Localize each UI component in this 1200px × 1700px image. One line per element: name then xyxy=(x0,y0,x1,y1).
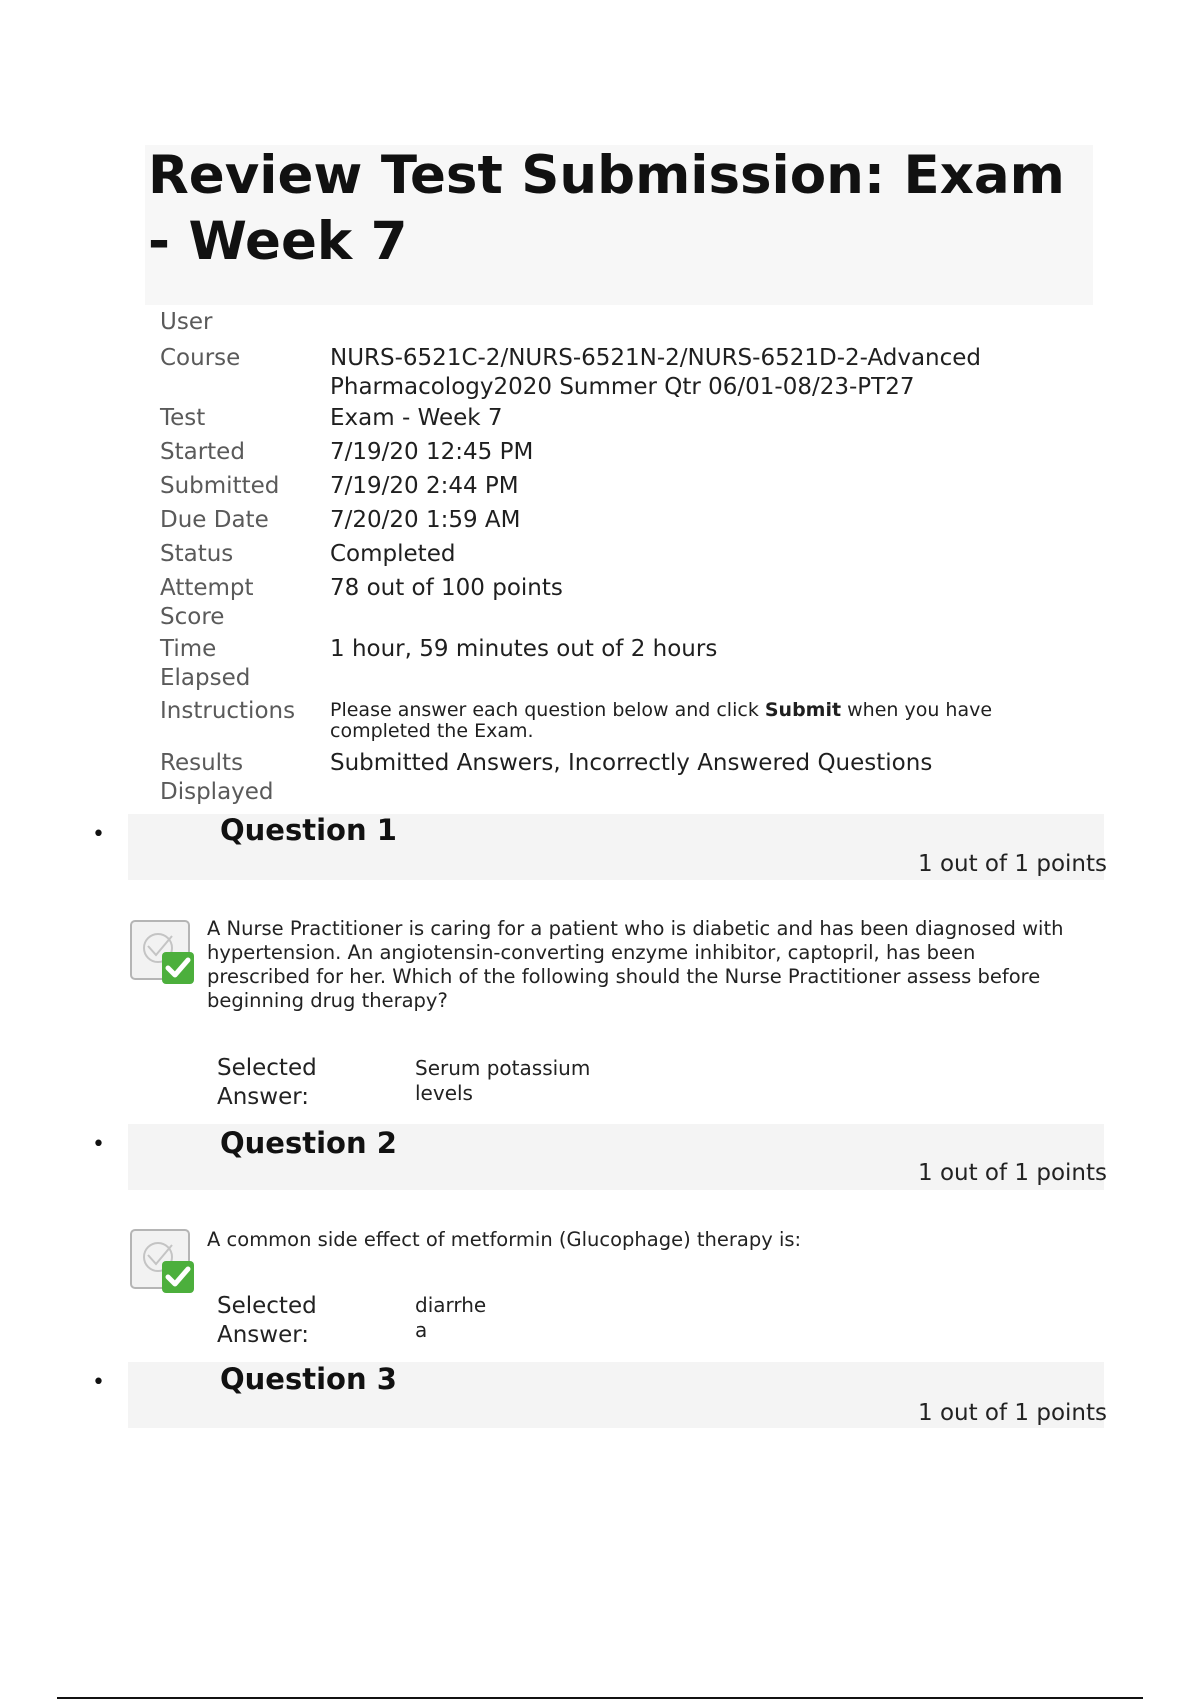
detail-label: Test xyxy=(160,405,206,431)
selected-answer-value: Serum potassium levels xyxy=(415,1056,591,1105)
detail-row-time-elapsed xyxy=(160,635,1080,697)
detail-row-test xyxy=(160,404,1080,438)
selected-answer-value: diarrhea xyxy=(415,1293,487,1342)
question-points: 1 out of 1 points xyxy=(918,1400,1107,1426)
question-title: Question 2 xyxy=(220,1126,397,1160)
detail-row-results-displayed xyxy=(160,749,1080,809)
instructions-submit-word: Submit xyxy=(764,699,842,721)
detail-value: 1 hour, 59 minutes out of 2 hours xyxy=(330,636,718,662)
question-title: Question 1 xyxy=(220,813,397,847)
detail-label: Due Date xyxy=(160,507,269,533)
detail-value: 7/20/20 1:59 AM xyxy=(330,507,521,533)
detail-value: Exam - Week 7 xyxy=(330,405,503,431)
detail-value: 7/19/20 12:45 PM xyxy=(330,439,534,465)
detail-value: Completed xyxy=(330,541,456,567)
correct-check-icon xyxy=(128,1227,198,1297)
detail-label: Instructions xyxy=(160,698,296,724)
list-bullet: • xyxy=(92,1132,105,1157)
selected-answer-label: Selected Answer: xyxy=(217,1055,317,1110)
submission-details xyxy=(160,308,1080,809)
question-text: A Nurse Practitioner is caring for a patient who is diabetic and has been diagnosed with hypertension. An angiotensin-converting enzyme inhibitor, captopril, has been prescribed for her. Which of the following should the Nurse Practitioner assess before beginning drug therapy? xyxy=(207,917,1064,1012)
detail-row-submitted xyxy=(160,472,1080,506)
detail-row-started xyxy=(160,438,1080,472)
correct-check-icon xyxy=(128,918,198,988)
instructions-text-before: Please answer each question below and click xyxy=(330,699,765,721)
detail-value xyxy=(330,697,1080,742)
detail-label: Started xyxy=(160,439,245,465)
list-bullet: • xyxy=(92,822,105,847)
detail-label: Attempt Score xyxy=(160,575,254,630)
detail-value: 78 out of 100 points xyxy=(330,575,563,601)
detail-row-attempt-score xyxy=(160,574,1080,635)
detail-row-instructions xyxy=(160,697,1080,749)
selected-answer-label: Selected Answer: xyxy=(217,1293,317,1348)
detail-label: Status xyxy=(160,541,234,567)
detail-value: Submitted Answers, Incorrectly Answered Questions xyxy=(330,750,933,776)
detail-label: Time Elapsed xyxy=(160,636,251,691)
page-bottom-divider xyxy=(57,1697,1143,1699)
question-points: 1 out of 1 points xyxy=(918,851,1107,877)
detail-label: Results Displayed xyxy=(160,750,274,805)
detail-row-status xyxy=(160,540,1080,574)
detail-label: Submitted xyxy=(160,473,280,499)
instructions-text-after: when you have completed the Exam. xyxy=(330,699,993,742)
question-text: A common side effect of metformin (Glucophage) therapy is: xyxy=(207,1228,802,1251)
question-points: 1 out of 1 points xyxy=(918,1160,1107,1186)
detail-label: User xyxy=(160,309,213,335)
page-title: Review Test Submission: Exam - Week 7 xyxy=(148,145,1065,272)
question-title: Question 3 xyxy=(220,1362,397,1396)
detail-label: Course xyxy=(160,345,241,371)
detail-row-course xyxy=(160,344,1080,404)
list-bullet: • xyxy=(92,1370,105,1395)
detail-value: NURS-6521C-2/NURS-6521N-2/NURS-6521D-2-Advanced Pharmacology2020 Summer Qtr 06/01-08/23-PT27 xyxy=(330,345,982,400)
detail-row-due-date xyxy=(160,506,1080,540)
detail-value: 7/19/20 2:44 PM xyxy=(330,473,519,499)
detail-row-user xyxy=(160,308,1080,344)
